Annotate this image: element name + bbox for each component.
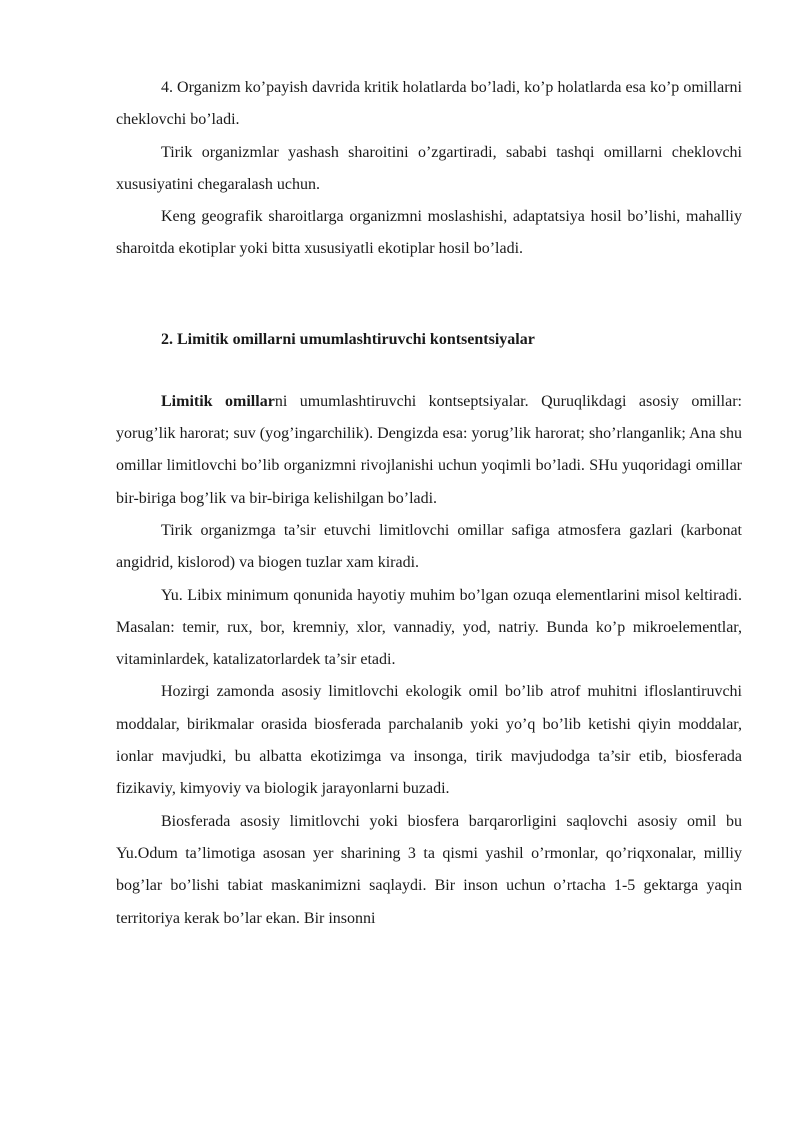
paragraph-limiting-factors-intro [116,386,742,515]
paragraph-biosphere-stability: Biosferada asosiy limitlovchi yoki biosfera barqarorligini saqlovchi asosiy omil bu Yu.Odum ta’limotiga asosan yer sharining 3 ta qismi yashil o’rmonlar, qo’riqxonalar, milliy bog’lar bo’lishi tabiat maskanimizni saqlaydi. Bir inson uchun o’rtacha 1-5 gektarga yaqin territoriya kerak bo’lar ekan. Bir insonni [116,812,742,927]
paragraph-pollutants: Hozirgi zamonda asosiy limitlovchi ekologik omil bo’lib atrof muhitni ifloslantiruvchi moddalar, birikmalar orasida biosferada parchalanib yoki yo’q bo’lib ketishi qiyin moddalar, ionlar mavjudki, bu albatta ekotizimga va insonga, tirik mavjudodga ta’sir etib, biosferada fizikaviy, kimyoviy va biologik jarayonlarni buzadi. [116,683,742,798]
bold-term: Limitik omillar [161,392,275,410]
paragraph-adaptation: Keng geografik sharoitlarga organizmni moslashishi, adaptatsiya hosil bo’lishi, mahalliy sharoitda ekotiplar yoki bitta xususiyatli ekotiplar hosil bo’ladi. [116,208,742,258]
paragraph-living-conditions: Tirik organizmlar yashash sharoitini o’zgartiradi, sababi tashqi omillarni cheklovchi xususiyatini chegaralash uchun. [116,143,742,193]
heading-spacer [116,356,742,386]
section-spacer [116,266,742,324]
intro-text: ni umumlashtiruvchi kontseptsiyalar. Quruqlikdagi asosiy omillar: yorug’lik harorat; suv (yog’ingarchilik). Dengizda esa: yorug’lik harorat; sho’rlanganlik; Ana shu omillar limitlovchi bo’lib organizmni rivojlanishi uchun yoqimli bo’ladi. SHu yuqoridagi omillar bir-biriga bog’lik va bir-biriga kelishilgan bo’ladi. [116,392,743,507]
paragraph-atmospheric-gases: Tirik organizmga ta’sir etuvchi limitlovchi omillar safiga atmosfera gazlari (karbonat angidrid, kislorod) va biogen tuzlar xam kiradi. [116,521,742,572]
document-page [116,72,742,935]
paragraph-critical-states: 4. Organizm ko’payish davrida kritik holatlarda bo’ladi, ko’p holatlarda esa ko’p omillarni cheklovchi bo’ladi. [116,79,742,129]
section-heading: 2. Limitik omillarni umumlashtiruvchi kontsentsiyalar [161,330,535,348]
paragraph-liebig-law: Yu. Libix minimum qonunida hayotiy muhim bo’lgan ozuqa elementlarini misol keltiradi. Masalan: temir, rux, bor, kremniy, xlor, vannadiy, yod, natriy. Bunda ko’p mikroelementlar, vitaminlardek, katalizatorlardek ta’sir etadi. [116,586,742,669]
